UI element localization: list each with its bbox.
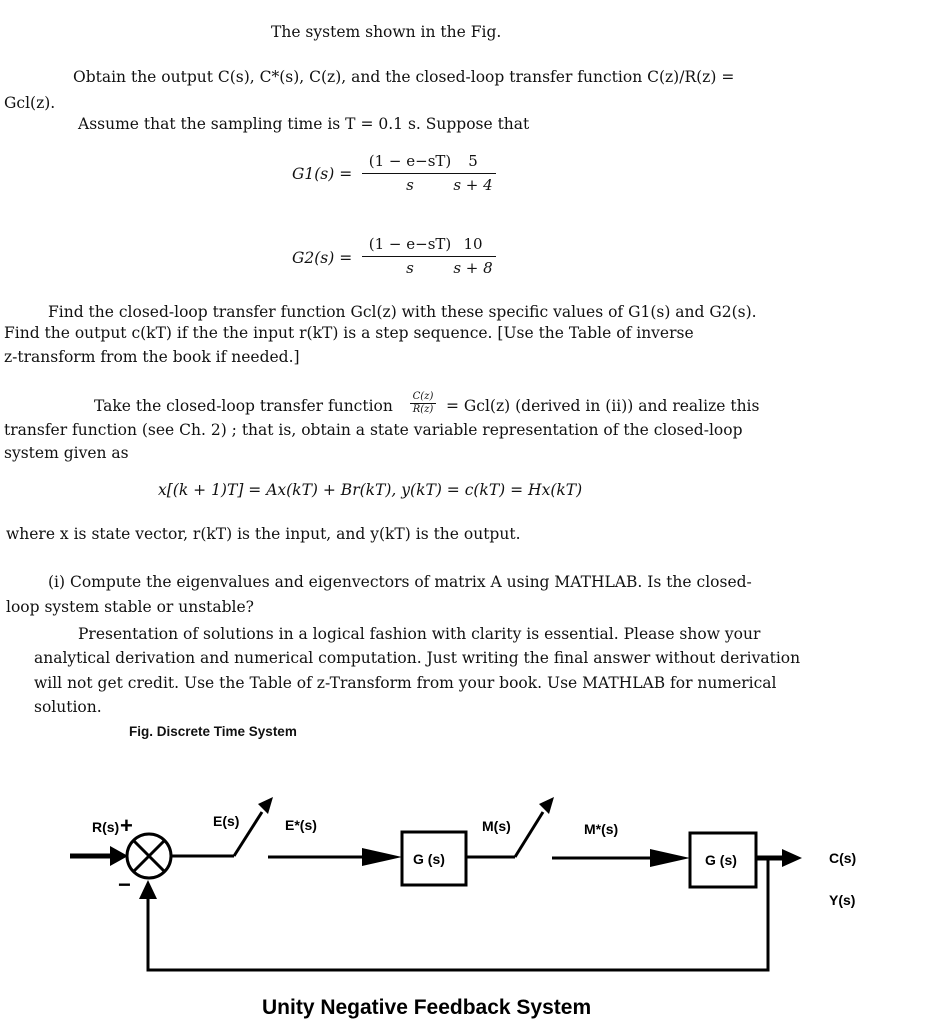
sampler-switch-1 — [234, 797, 273, 856]
text-line-8b: = Gcl(z) (derived in (ii)) and realize this — [446, 397, 760, 415]
figure-caption: Fig. Discrete Time System — [129, 724, 297, 739]
summing-junction — [127, 834, 171, 878]
g1-den1: s — [406, 176, 414, 194]
text-line-16: analytical derivation and numerical computation. Just writing the final answer without derivation — [34, 649, 801, 667]
g2-num2: 10 — [463, 235, 483, 253]
text-line-1: The system shown in the Fig. — [271, 23, 502, 41]
rz-label: R(z) — [412, 404, 434, 415]
g-block-1-label: G (s) — [413, 851, 445, 867]
g1-den2: s + 4 — [453, 176, 493, 194]
text-line-9: transfer function (see Ch. 2) ; that is, obtain a state variable representation of the closed-loop — [4, 421, 743, 439]
feedback-arrow-head — [139, 880, 157, 899]
label-m: M(s) — [482, 818, 511, 834]
text-line-8a: Take the closed-loop transfer function — [94, 397, 393, 415]
text-line-5: Find the closed-loop transfer function Gcl(z) with these specific values of G1(s) and G2(s). — [48, 303, 757, 321]
g1-input-arrow-head — [362, 848, 402, 866]
label-e-star: E*(s) — [285, 817, 317, 833]
text-line-2: Obtain the output C(s), C*(s), C(z), and the closed-loop transfer function C(z)/R(z) = — [73, 68, 735, 86]
g1-num2: 5 — [468, 152, 478, 170]
input-arrow-head — [110, 846, 128, 866]
text-line-4: Assume that the sampling time is T = 0.1 s. Suppose that — [78, 115, 530, 133]
text-line-17: will not get credit. Use the Table of z-Transform from your book. Use MATHLAB for numerical — [34, 674, 777, 692]
g2-num1: (1 − e−sT) — [368, 235, 452, 253]
g2-input-arrow-head — [650, 849, 690, 867]
text-line-10: system given as — [4, 444, 129, 462]
diagram-title: Unity Negative Feedback System — [262, 996, 592, 1019]
g2-den2: s + 8 — [453, 259, 493, 277]
label-y: Y(s) — [829, 892, 856, 908]
state-equation: x[(k + 1)T] = Ax(kT) + Br(kT), y(kT) = c(kT) = Hx(kT) — [158, 481, 583, 499]
text-line-12: where x is state vector, r(kT) is the input, and y(kT) is the output. — [6, 525, 521, 543]
g-block-2-label: G (s) — [705, 852, 737, 868]
output-arrow-head — [782, 849, 802, 867]
text-line-7: z-transform from the book if needed.] — [4, 348, 300, 366]
label-e: E(s) — [213, 813, 240, 829]
label-plus: + — [120, 813, 133, 838]
label-c: C(s) — [829, 850, 857, 866]
text-line-18: solution. — [34, 698, 102, 716]
cz-label: C(z) — [412, 391, 434, 402]
label-r: R(s) — [92, 819, 120, 835]
text-line-14: loop system stable or unstable? — [6, 598, 254, 616]
label-m-star: M*(s) — [584, 821, 619, 837]
g2-lhs: G2(s) = — [292, 249, 353, 267]
text-line-15: Presentation of solutions in a logical fashion with clarity is essential. Please show your — [78, 625, 761, 643]
g1-num1: (1 − e−sT) — [368, 152, 452, 170]
sampler-switch-2 — [515, 797, 554, 857]
text-line-13: (i) Compute the eigenvalues and eigenvectors of matrix A using MATHLAB. Is the closed- — [48, 573, 752, 591]
text-line-3: Gcl(z). — [4, 94, 56, 112]
label-minus: − — [118, 872, 131, 897]
g2-den1: s — [406, 259, 414, 277]
text-line-6: Find the output c(kT) if the the input r(kT) is a step sequence. [Use the Table of inverse — [4, 324, 694, 342]
g1-lhs: G1(s) = — [292, 165, 353, 183]
